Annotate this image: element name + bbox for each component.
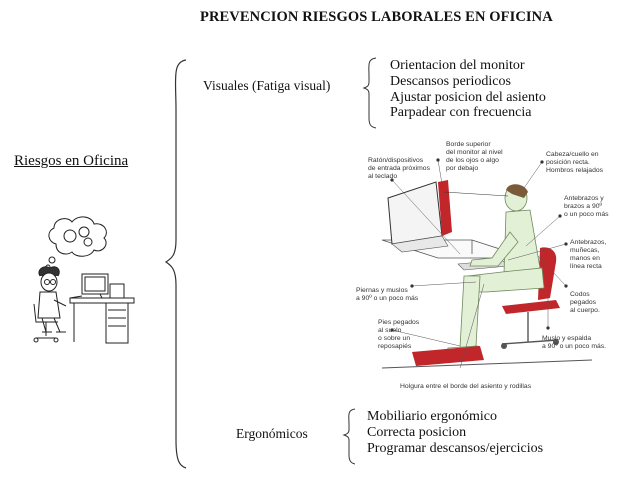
worker-cartoon-icon bbox=[26, 214, 136, 354]
ergonomic-item: Correcta posicion bbox=[367, 424, 467, 440]
visual-item: Parpadear con frecuencia bbox=[390, 105, 532, 121]
visual-item: Descansos periodicos bbox=[390, 73, 511, 89]
root-label: Riesgos en Oficina bbox=[14, 153, 129, 169]
footrest bbox=[412, 346, 484, 366]
visual-item: Orientacion del monitor bbox=[390, 58, 525, 73]
ergonomic-item: Programar descansos/ejercicios bbox=[367, 440, 544, 456]
annotation-mouse: Ratón/dispositivos de entrada próximos al teclado bbox=[368, 157, 430, 180]
annotation-feet: Pies pegados al suelo o sobre un reposapiés bbox=[378, 319, 420, 350]
visual-brace bbox=[364, 58, 376, 128]
annotation-forearms: Antebrazos y brazos a 90º o un poco más bbox=[564, 195, 609, 218]
ergonomic-branch-label: Ergonómicos bbox=[236, 426, 308, 441]
annotation-monitor-edge: Borde superior del monitor al nivel de los ojos o algo por debajo bbox=[446, 141, 503, 172]
visual-branch-label: Visuales (Fatiga visual) bbox=[203, 78, 331, 93]
monitor bbox=[388, 182, 442, 244]
annotation-thigh-back: Muslo y espalda a 90º o un poco más. bbox=[542, 335, 607, 350]
visual-item: Ajustar posicion del asiento bbox=[390, 89, 546, 105]
ergonomic-item: Mobiliario ergonómico bbox=[367, 409, 497, 424]
page-title: PREVENCION RIESGOS LABORALES EN OFICINA bbox=[200, 9, 553, 25]
ergo-brace bbox=[344, 409, 355, 464]
main-brace bbox=[166, 60, 186, 468]
visual-list bbox=[390, 58, 546, 121]
annotation-wrists: Antebrazos, muñecas, manos en línea recta bbox=[570, 239, 607, 270]
ergonomic-list bbox=[367, 409, 543, 456]
annotation-head: Cabeza/cuello en posición recta. Hombros relajados bbox=[546, 151, 604, 174]
ergonomic-posture-figure bbox=[352, 136, 610, 396]
annotation-elbows: Codos pegados al cuerpo. bbox=[570, 291, 600, 314]
annotation-legs: Piernas y muslos a 90º o un poco más bbox=[356, 287, 419, 302]
annotation-clearance: Holgura entre el borde del asiento y rodillas bbox=[400, 383, 532, 390]
